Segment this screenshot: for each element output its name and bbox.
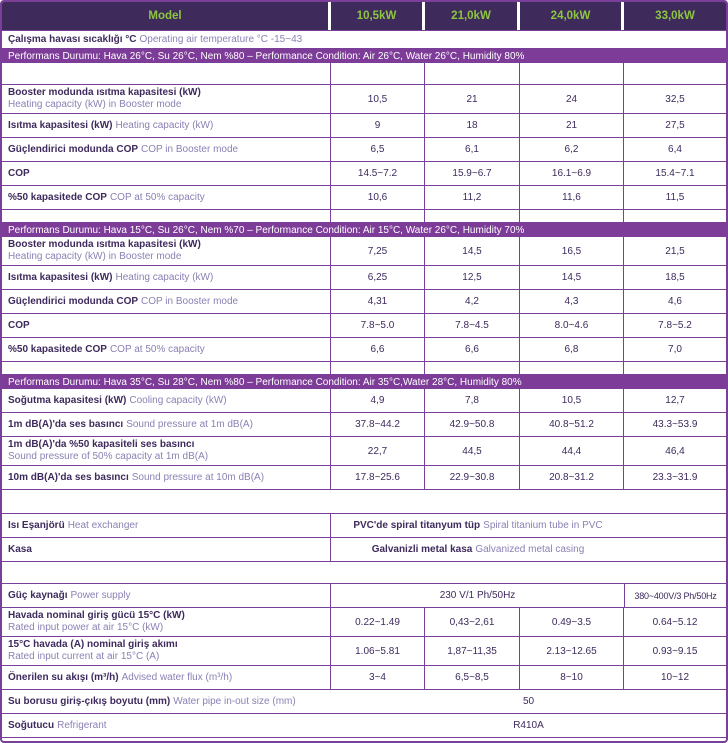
value-cell: 18 — [425, 114, 520, 137]
value-turkish: Galvanizli metal kasa — [371, 544, 473, 555]
value-cell: 43.3~53.9 — [652, 419, 698, 430]
row-label — [2, 237, 331, 265]
spacer-cell — [425, 210, 520, 222]
value-cell: 6,25 — [331, 266, 425, 289]
row-label — [2, 186, 331, 209]
label-english: Heating capacity (kW) — [115, 271, 214, 283]
label-turkish: 1m dB(A)'da ses basıncı — [8, 418, 124, 430]
spacer-cell — [425, 63, 520, 84]
value-cell: 18,5 — [665, 272, 685, 283]
value-cell: 0.22~1.49 — [331, 608, 425, 636]
value-cell: 21 — [425, 85, 520, 113]
label-english: COP in Booster mode — [141, 143, 239, 155]
label-turkish: Çalışma havası sıcaklığı °C — [8, 34, 137, 45]
value-text: R410A — [513, 720, 544, 731]
label-turkish: Güçlendirici modunda COP — [8, 295, 139, 307]
label-turkish: Booster modunda ısıtma kapasitesi (kW) — [8, 239, 201, 250]
spacer-cell — [520, 210, 624, 222]
label-english: Heating capacity (kW) in Booster mode — [8, 251, 182, 262]
row-label — [2, 413, 331, 436]
label-turkish: Önerilen su akışı (m³/h) — [8, 671, 119, 683]
value-cell: 7,8 — [425, 389, 520, 412]
value-cell: 6,5 — [331, 138, 425, 161]
spec-row — [2, 138, 726, 162]
value-cell: 0.64~5.12 — [652, 616, 698, 628]
value-cell: 37.8~44.2 — [331, 413, 425, 436]
span-value-row — [2, 690, 726, 714]
spacer-cell — [331, 210, 425, 222]
value-cell: 22.9~30.8 — [425, 466, 520, 489]
label-english: Advised water flux (m³/h) — [121, 671, 233, 683]
label-line — [8, 192, 326, 204]
label-line — [8, 144, 326, 156]
performance-condition-band — [2, 375, 726, 389]
value-cell: 14,5 — [425, 237, 520, 265]
label-english: Power supply — [70, 589, 131, 601]
label-turkish: Isı Eşanjörü — [8, 519, 65, 531]
value-cell: 6,8 — [520, 338, 624, 361]
label-english: COP at 50% capacity — [109, 191, 205, 203]
value-cell: 15.4~7.1 — [655, 168, 695, 179]
spec-row — [2, 85, 726, 114]
value-cell: 7,25 — [331, 237, 425, 265]
label-line — [8, 520, 326, 532]
spacer-row — [2, 562, 726, 584]
value-cell: 6,1 — [425, 138, 520, 161]
spec-row — [2, 314, 726, 338]
label-turkish: COP — [8, 167, 30, 179]
value-cell: 9 — [331, 114, 425, 137]
band-text: Performans Durumu: Hava 26°C, Su 26°C, Nem %80 – Performance Condition: Air 26°C, Water 26°C, Humidity 80% — [8, 50, 525, 62]
spacer-cell — [331, 362, 425, 374]
label-line — [8, 272, 326, 284]
spec-row — [2, 666, 726, 690]
value-cell: 4,9 — [331, 389, 425, 412]
value-cell: 12,5 — [425, 266, 520, 289]
spec-row — [2, 466, 726, 490]
value-cell: 10,6 — [331, 186, 425, 209]
column-header-cell: 21,0kW — [425, 2, 520, 30]
label-english: Rated input power at air 15°C (kW) — [8, 622, 164, 633]
label-turkish: Isıtma kapasitesi (kW) — [8, 119, 113, 131]
row-label — [2, 114, 331, 137]
spacer-cell — [520, 63, 624, 84]
value-cell: 0.49~3.5 — [520, 608, 624, 636]
spacer-row — [2, 362, 726, 375]
spec-row — [2, 186, 726, 210]
label-turkish: 10m dB(A)'da ses basıncı — [8, 471, 129, 483]
value-cell: 6,5~8,5 — [425, 666, 520, 689]
label-line — [8, 590, 326, 602]
row-label — [2, 389, 331, 412]
spacer-cell — [2, 362, 331, 374]
label-english: Rated input current at air 15°C (A) — [8, 651, 160, 662]
value-cell: 7.8~4.5 — [425, 314, 520, 337]
value-cell: 10~12 — [660, 672, 690, 683]
value-cell: 46,4 — [665, 445, 685, 457]
label-english: Cooling capacity (kW) — [129, 394, 227, 406]
span-value-row — [2, 538, 726, 562]
label-line — [8, 544, 326, 556]
label-english: Operating air temperature °C -15~43 — [139, 34, 303, 45]
spacer-row — [2, 63, 726, 85]
label-line — [8, 168, 326, 180]
value-text: 50 — [522, 696, 535, 707]
label-line — [8, 419, 326, 431]
row-label — [2, 690, 331, 713]
label-turkish: COP — [8, 319, 30, 331]
spacer-cell — [2, 63, 331, 84]
value-cell: 0,43~2,61 — [425, 608, 520, 636]
row-label — [2, 314, 331, 337]
value-cell: 16,5 — [520, 237, 624, 265]
label-english: Refrigerant — [57, 719, 107, 731]
value-cell: 4,6 — [668, 296, 682, 307]
column-header-cell: 33,0kW — [655, 10, 695, 22]
value-cell: 15.9~6.7 — [425, 162, 520, 185]
label-line — [8, 344, 326, 356]
value-cell: 40.8~51.2 — [520, 413, 624, 436]
performance-condition-band — [2, 49, 726, 63]
row-label — [2, 538, 331, 561]
label-turkish: Isıtma kapasitesi (kW) — [8, 271, 113, 283]
value-cell: 8~10 — [520, 666, 624, 689]
value-cell: 1,87~11,35 — [425, 637, 520, 665]
spec-row — [2, 389, 726, 413]
spacer-cell — [624, 63, 726, 84]
value-cell: 10,5 — [520, 389, 624, 412]
band-text: Performans Durumu: Hava 35°C, Su 28°C, Nem %80 – Performance Condition: Air 35°C,Water 28°C, Humidity 80% — [8, 376, 522, 388]
value-cell: 24 — [520, 85, 624, 113]
spec-row — [2, 608, 726, 637]
power-main-value: 230 V/1 Ph/50Hz — [331, 584, 625, 607]
span-value-cell — [331, 538, 625, 561]
label-line — [8, 395, 326, 407]
value-cell: 6,4 — [668, 144, 682, 155]
label-english: Heat exchanger — [67, 519, 139, 531]
label-english: Water pipe in-out size (mm) — [173, 695, 296, 707]
label-english: Sound pressure at 10m dB(A) — [131, 471, 265, 483]
label-line — [8, 696, 327, 708]
label-turkish: Booster modunda ısıtma kapasitesi (kW) — [8, 87, 201, 98]
spec-row — [2, 437, 726, 466]
row-label — [2, 514, 331, 537]
value-turkish: PVC'de spiral titanyum tüp — [353, 520, 481, 531]
spec-row — [2, 114, 726, 138]
label-turkish: Soğutma kapasitesi (kW) — [8, 394, 127, 406]
row-label — [2, 338, 331, 361]
value-cell: 3~4 — [331, 666, 425, 689]
power-last-value: 380~400V/3 Ph/50Hz — [634, 590, 717, 601]
value-cell: 21 — [520, 114, 624, 137]
column-header-cell: 24,0kW — [520, 2, 624, 30]
label-line — [8, 720, 327, 732]
value-cell: 32,5 — [665, 93, 685, 105]
value-cell: 12,7 — [665, 395, 685, 406]
spacer-cell — [425, 362, 520, 374]
span-value-row — [2, 714, 726, 738]
label-line — [8, 472, 326, 484]
value-cell: 4,3 — [520, 290, 624, 313]
value-cell: 4,2 — [425, 290, 520, 313]
label-line — [8, 296, 326, 308]
span-value-row — [2, 514, 726, 538]
value-cell: 7,0 — [668, 344, 682, 355]
value-cell: 6,6 — [331, 338, 425, 361]
row-label — [2, 138, 331, 161]
value-cell: 20.8~31.2 — [520, 466, 624, 489]
label-turkish: Havada nominal giriş gücü 15°C (kW) — [8, 610, 185, 621]
header-row — [2, 2, 726, 31]
label-turkish: 1m dB(A)'da %50 kapasiteli ses basıncı — [8, 439, 195, 450]
spec-row — [2, 237, 726, 266]
operating-temp-row — [2, 31, 726, 49]
row-label — [2, 162, 331, 185]
label-english: Heating capacity (kW) — [115, 119, 214, 131]
value-cell: 11,5 — [665, 192, 685, 203]
row-label — [2, 666, 331, 689]
label-english: Sound pressure at 1m dB(A) — [126, 418, 253, 430]
spec-row — [2, 338, 726, 362]
row-label — [2, 637, 331, 665]
label-turkish: %50 kapasitede COP — [8, 343, 107, 355]
value-cell: 11,6 — [520, 186, 624, 209]
spacer-cell — [624, 362, 726, 374]
value-cell: 44,5 — [425, 437, 520, 465]
value-cell: 27,5 — [665, 120, 685, 131]
spacer-cell — [520, 362, 624, 374]
spacer-cell — [624, 210, 726, 222]
row-label — [2, 266, 331, 289]
label-turkish: Kasa — [8, 543, 32, 555]
label-turkish: Güç kaynağı — [8, 589, 68, 601]
value-cell: 1.06~5.81 — [331, 637, 425, 665]
spec-row — [2, 290, 726, 314]
row-label — [2, 714, 331, 737]
label-turkish: Güçlendirici modunda COP — [8, 143, 139, 155]
value-cell: 44,4 — [520, 437, 624, 465]
label-line — [8, 672, 326, 684]
empty-cell — [625, 514, 726, 537]
label-turkish: Su borusu giriş-çıkış boyutu (mm) — [8, 695, 171, 707]
label-english: Sound pressure of 50% capacity at 1m dB(A) — [8, 451, 209, 462]
label-english: COP in Booster mode — [141, 295, 239, 307]
column-header-cell: 10,5kW — [331, 2, 425, 30]
label-english: Heating capacity (kW) in Booster mode — [8, 99, 182, 110]
value-cell: 7.8~5.0 — [331, 314, 425, 337]
value-cell: 10,5 — [331, 85, 425, 113]
value-cell: 4,31 — [331, 290, 425, 313]
spec-row — [2, 637, 726, 666]
spec-row — [2, 266, 726, 290]
value-cell: 7.8~5.2 — [658, 320, 692, 331]
label-turkish: Soğutucu — [8, 719, 55, 731]
row-label — [2, 437, 331, 465]
spacer-cell — [2, 210, 331, 222]
value-cell: 6,6 — [425, 338, 520, 361]
spacer-row — [2, 490, 726, 514]
row-label — [2, 466, 331, 489]
empty-cell — [625, 538, 726, 561]
row-label — [2, 290, 331, 313]
value-cell: 11,2 — [425, 186, 520, 209]
span-value-cell — [331, 514, 625, 537]
row-label — [2, 608, 331, 636]
performance-condition-band — [2, 223, 726, 237]
label-line — [8, 320, 326, 332]
label-turkish: 15°C havada (A) nominal giriş akımı — [8, 639, 178, 650]
label-turkish: %50 kapasitede COP — [8, 191, 107, 203]
value-english: Galvanized metal casing — [475, 544, 585, 555]
power-supply-row — [2, 584, 726, 608]
value-cell: 16.1~6.9 — [520, 162, 624, 185]
row-label — [2, 85, 331, 113]
value-cell: 0.93~9.15 — [652, 645, 698, 657]
value-cell: 14,5 — [520, 266, 624, 289]
value-cell: 14.5~7.2 — [331, 162, 425, 185]
spec-row — [2, 162, 726, 186]
value-cell: 2.13~12.65 — [520, 637, 624, 665]
spec-row — [2, 413, 726, 437]
value-cell: 8.0~4.6 — [520, 314, 624, 337]
spacer-row — [2, 210, 726, 223]
model-header-cell: Model — [2, 2, 331, 30]
spacer-cell — [331, 63, 425, 84]
value-cell: 42.9~50.8 — [425, 413, 520, 436]
value-cell: 23.3~31.9 — [652, 472, 698, 483]
span-value-cell — [331, 690, 726, 713]
band-text: Performans Durumu: Hava 15°C, Su 26°C, Nem %70 – Performance Condition: Air 15°C, Water 26°C, Humidity 70% — [8, 224, 525, 236]
value-english: Spiral titanium tube in PVC — [483, 520, 603, 531]
value-cell: 22,7 — [331, 437, 425, 465]
value-cell: 6,2 — [520, 138, 624, 161]
row-label — [8, 34, 302, 45]
label-line — [8, 120, 326, 132]
value-cell: 17.8~25.6 — [331, 466, 425, 489]
span-value-cell — [331, 714, 726, 737]
label-english: COP at 50% capacity — [109, 343, 205, 355]
value-cell: 21,5 — [665, 245, 685, 257]
row-label — [2, 584, 331, 607]
